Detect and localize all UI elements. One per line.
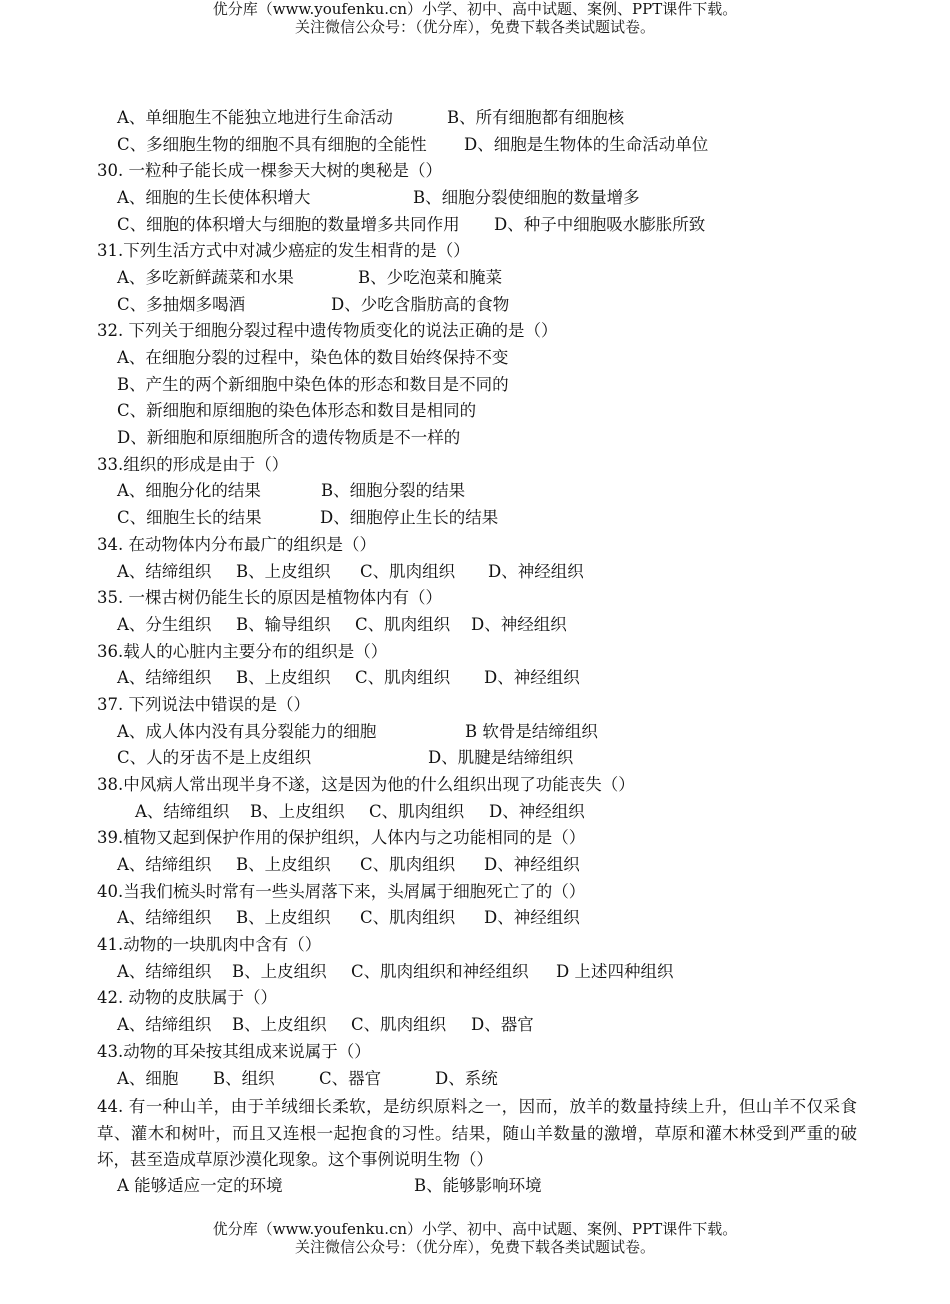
- q42-option-a: A、结缔组织: [117, 1015, 212, 1034]
- q33-stem: 33.组织的形成是由于（）: [97, 455, 289, 474]
- q35-option-a: A、分生组织: [117, 615, 212, 634]
- q29-option-b: B、所有细胞都有细胞核: [447, 108, 625, 127]
- q42-stem: 42. 动物的皮肤属于（）: [97, 988, 277, 1007]
- q30-option-d: D、种子中细胞吸水膨胀所致: [494, 215, 706, 234]
- q37-stem: 37. 下列说法中错误的是（）: [97, 695, 310, 714]
- q35-option-b: B、输导组织: [236, 615, 331, 634]
- q38-option-c: C、肌肉组织: [369, 802, 465, 821]
- q44-stem-paragraph: [97, 1094, 857, 1174]
- q30-stem: 30. 一粒种子能长成一棵参天大树的奥秘是（）: [97, 161, 442, 180]
- q32-option-b: B、产生的两个新细胞中染色体的形态和数目是不同的: [117, 375, 509, 394]
- q31-option-d: D、少吃含脂肪高的食物: [331, 295, 510, 314]
- q42-option-d: D、器官: [471, 1015, 534, 1034]
- page-header: [0, 0, 950, 36]
- q32-option-d: D、新细胞和原细胞所含的遗传物质是不一样的: [117, 428, 461, 447]
- q44-option-b: B、能够影响环境: [414, 1176, 542, 1195]
- q32-option-c: C、新细胞和原细胞的染色体形态和数目是相同的: [117, 401, 477, 420]
- footer-line-1: 优分库（www.youfenku.cn）小学、初中、高中试题、案例、PPT课件下载。: [212, 1220, 738, 1238]
- q43-option-a: A、细胞: [117, 1069, 179, 1088]
- q33-option-a: A、细胞分化的结果: [117, 481, 261, 500]
- q36-option-a: A、结缔组织: [117, 668, 212, 687]
- q41-option-d: D 上述四种组织: [556, 962, 674, 981]
- q34-option-c: C、肌肉组织: [360, 562, 456, 581]
- page-footer: [0, 1220, 950, 1256]
- q34-stem: 34. 在动物体内分布最广的组织是（）: [97, 535, 376, 554]
- q41-stem: 41.动物的一块肌肉中含有（）: [97, 935, 322, 954]
- q39-option-d: D、神经组织: [484, 855, 580, 874]
- q36-option-c: C、肌肉组织: [355, 668, 451, 687]
- q34-option-d: D、神经组织: [488, 562, 584, 581]
- q44-stem: 44. 有一种山羊，由于羊绒细长柔软，是纺织原料之一，因而，放羊的数量持续上升，但山羊不仅采食草、灌木和树叶，而且又连根一起抱食的习性。结果，随山羊数量的激增，草原和灌木林受到严重的破坏，甚至造成草原沙漠化现象。这个事例说明生物（）: [97, 1097, 857, 1170]
- q36-stem: 36.载人的心脏内主要分布的组织是（）: [97, 642, 388, 661]
- q31-option-a: A、多吃新鲜蔬菜和水果: [117, 268, 294, 287]
- q38-option-b: B、上皮组织: [250, 802, 345, 821]
- q30-option-b: B、细胞分裂使细胞的数量增多: [413, 188, 640, 207]
- q40-option-a: A、结缔组织: [117, 908, 212, 927]
- q35-option-c: C、肌肉组织: [355, 615, 451, 634]
- q33-option-c: C、细胞生长的结果: [117, 508, 262, 527]
- q33-option-d: D、细胞停止生长的结果: [320, 508, 499, 527]
- q35-option-d: D、神经组织: [471, 615, 567, 634]
- q36-option-d: D、神经组织: [484, 668, 580, 687]
- q29-option-c: C、多细胞生物的细胞不具有细胞的全能性: [117, 135, 427, 154]
- q37-option-a: A、成人体内没有具分裂能力的细胞: [117, 722, 377, 741]
- q34-option-b: B、上皮组织: [236, 562, 331, 581]
- q31-option-b: B、少吃泡菜和腌菜: [358, 268, 503, 287]
- q41-option-a: A、结缔组织: [117, 962, 212, 981]
- q40-option-b: B、上皮组织: [236, 908, 331, 927]
- q41-option-b: B、上皮组织: [232, 962, 327, 981]
- q33-option-b: B、细胞分裂的结果: [321, 481, 466, 500]
- q31-option-c: C、多抽烟多喝酒: [117, 295, 246, 314]
- q37-option-b: B 软骨是结缔组织: [465, 722, 598, 741]
- q40-option-d: D、神经组织: [484, 908, 580, 927]
- q31-stem: 31.下列生活方式中对减少癌症的发生相背的是（）: [97, 241, 470, 260]
- q38-option-a: A、结缔组织: [135, 802, 230, 821]
- q42-option-b: B、上皮组织: [232, 1015, 327, 1034]
- q40-stem: 40.当我们梳头时常有一些头屑落下来，头屑属于细胞死亡了的（）: [97, 882, 586, 901]
- q32-option-a: A、在细胞分裂的过程中，染色体的数目始终保持不变: [117, 348, 509, 367]
- q40-option-c: C、肌肉组织: [360, 908, 456, 927]
- header-line-1: 优分库（www.youfenku.cn）小学、初中、高中试题、案例、PPT课件下载。: [212, 0, 738, 18]
- q43-stem: 43.动物的耳朵按其组成来说属于（）: [97, 1042, 371, 1061]
- q37-option-d: D、肌腱是结缔组织: [428, 748, 574, 767]
- q32-stem: 32. 下列关于细胞分裂过程中遗传物质变化的说法正确的是（）: [97, 321, 558, 340]
- q38-option-d: D、神经组织: [489, 802, 585, 821]
- q30-option-a: A、细胞的生长使体积增大: [117, 188, 311, 207]
- q44-option-a: A 能够适应一定的环境: [117, 1176, 283, 1195]
- q41-option-c: C、肌肉组织和神经组织: [351, 962, 529, 981]
- q43-option-b: B、组织: [213, 1069, 275, 1088]
- q39-stem: 39.植物又起到保护作用的保护组织，人体内与之功能相同的是（）: [97, 828, 586, 847]
- q30-option-c: C、细胞的体积增大与细胞的数量增多共同作用: [117, 215, 460, 234]
- header-line-2: 关注微信公众号：（优分库），免费下载各类试题试卷。: [294, 18, 655, 36]
- q37-option-c: C、人的牙齿不是上皮组织: [117, 748, 312, 767]
- q43-option-d: D、系统: [435, 1069, 498, 1088]
- q42-option-c: C、肌肉组织: [351, 1015, 447, 1034]
- q34-option-a: A、结缔组织: [117, 562, 212, 581]
- q35-stem: 35. 一棵古树仍能生长的原因是植物体内有（）: [97, 588, 442, 607]
- q43-option-c: C、器官: [319, 1069, 382, 1088]
- q29-option-a: A、单细胞生不能独立地进行生命活动: [117, 108, 393, 127]
- q39-option-a: A、结缔组织: [117, 855, 212, 874]
- q29-option-d: D、细胞是生物体的生命活动单位: [464, 135, 709, 154]
- q36-option-b: B、上皮组织: [236, 668, 331, 687]
- footer-line-2: 关注微信公众号：（优分库），免费下载各类试题试卷。: [294, 1238, 655, 1256]
- q38-stem: 38.中风病人常出现半身不遂，这是因为他的什么组织出现了功能丧失（）: [97, 775, 635, 794]
- q39-option-b: B、上皮组织: [236, 855, 331, 874]
- q39-option-c: C、肌肉组织: [360, 855, 456, 874]
